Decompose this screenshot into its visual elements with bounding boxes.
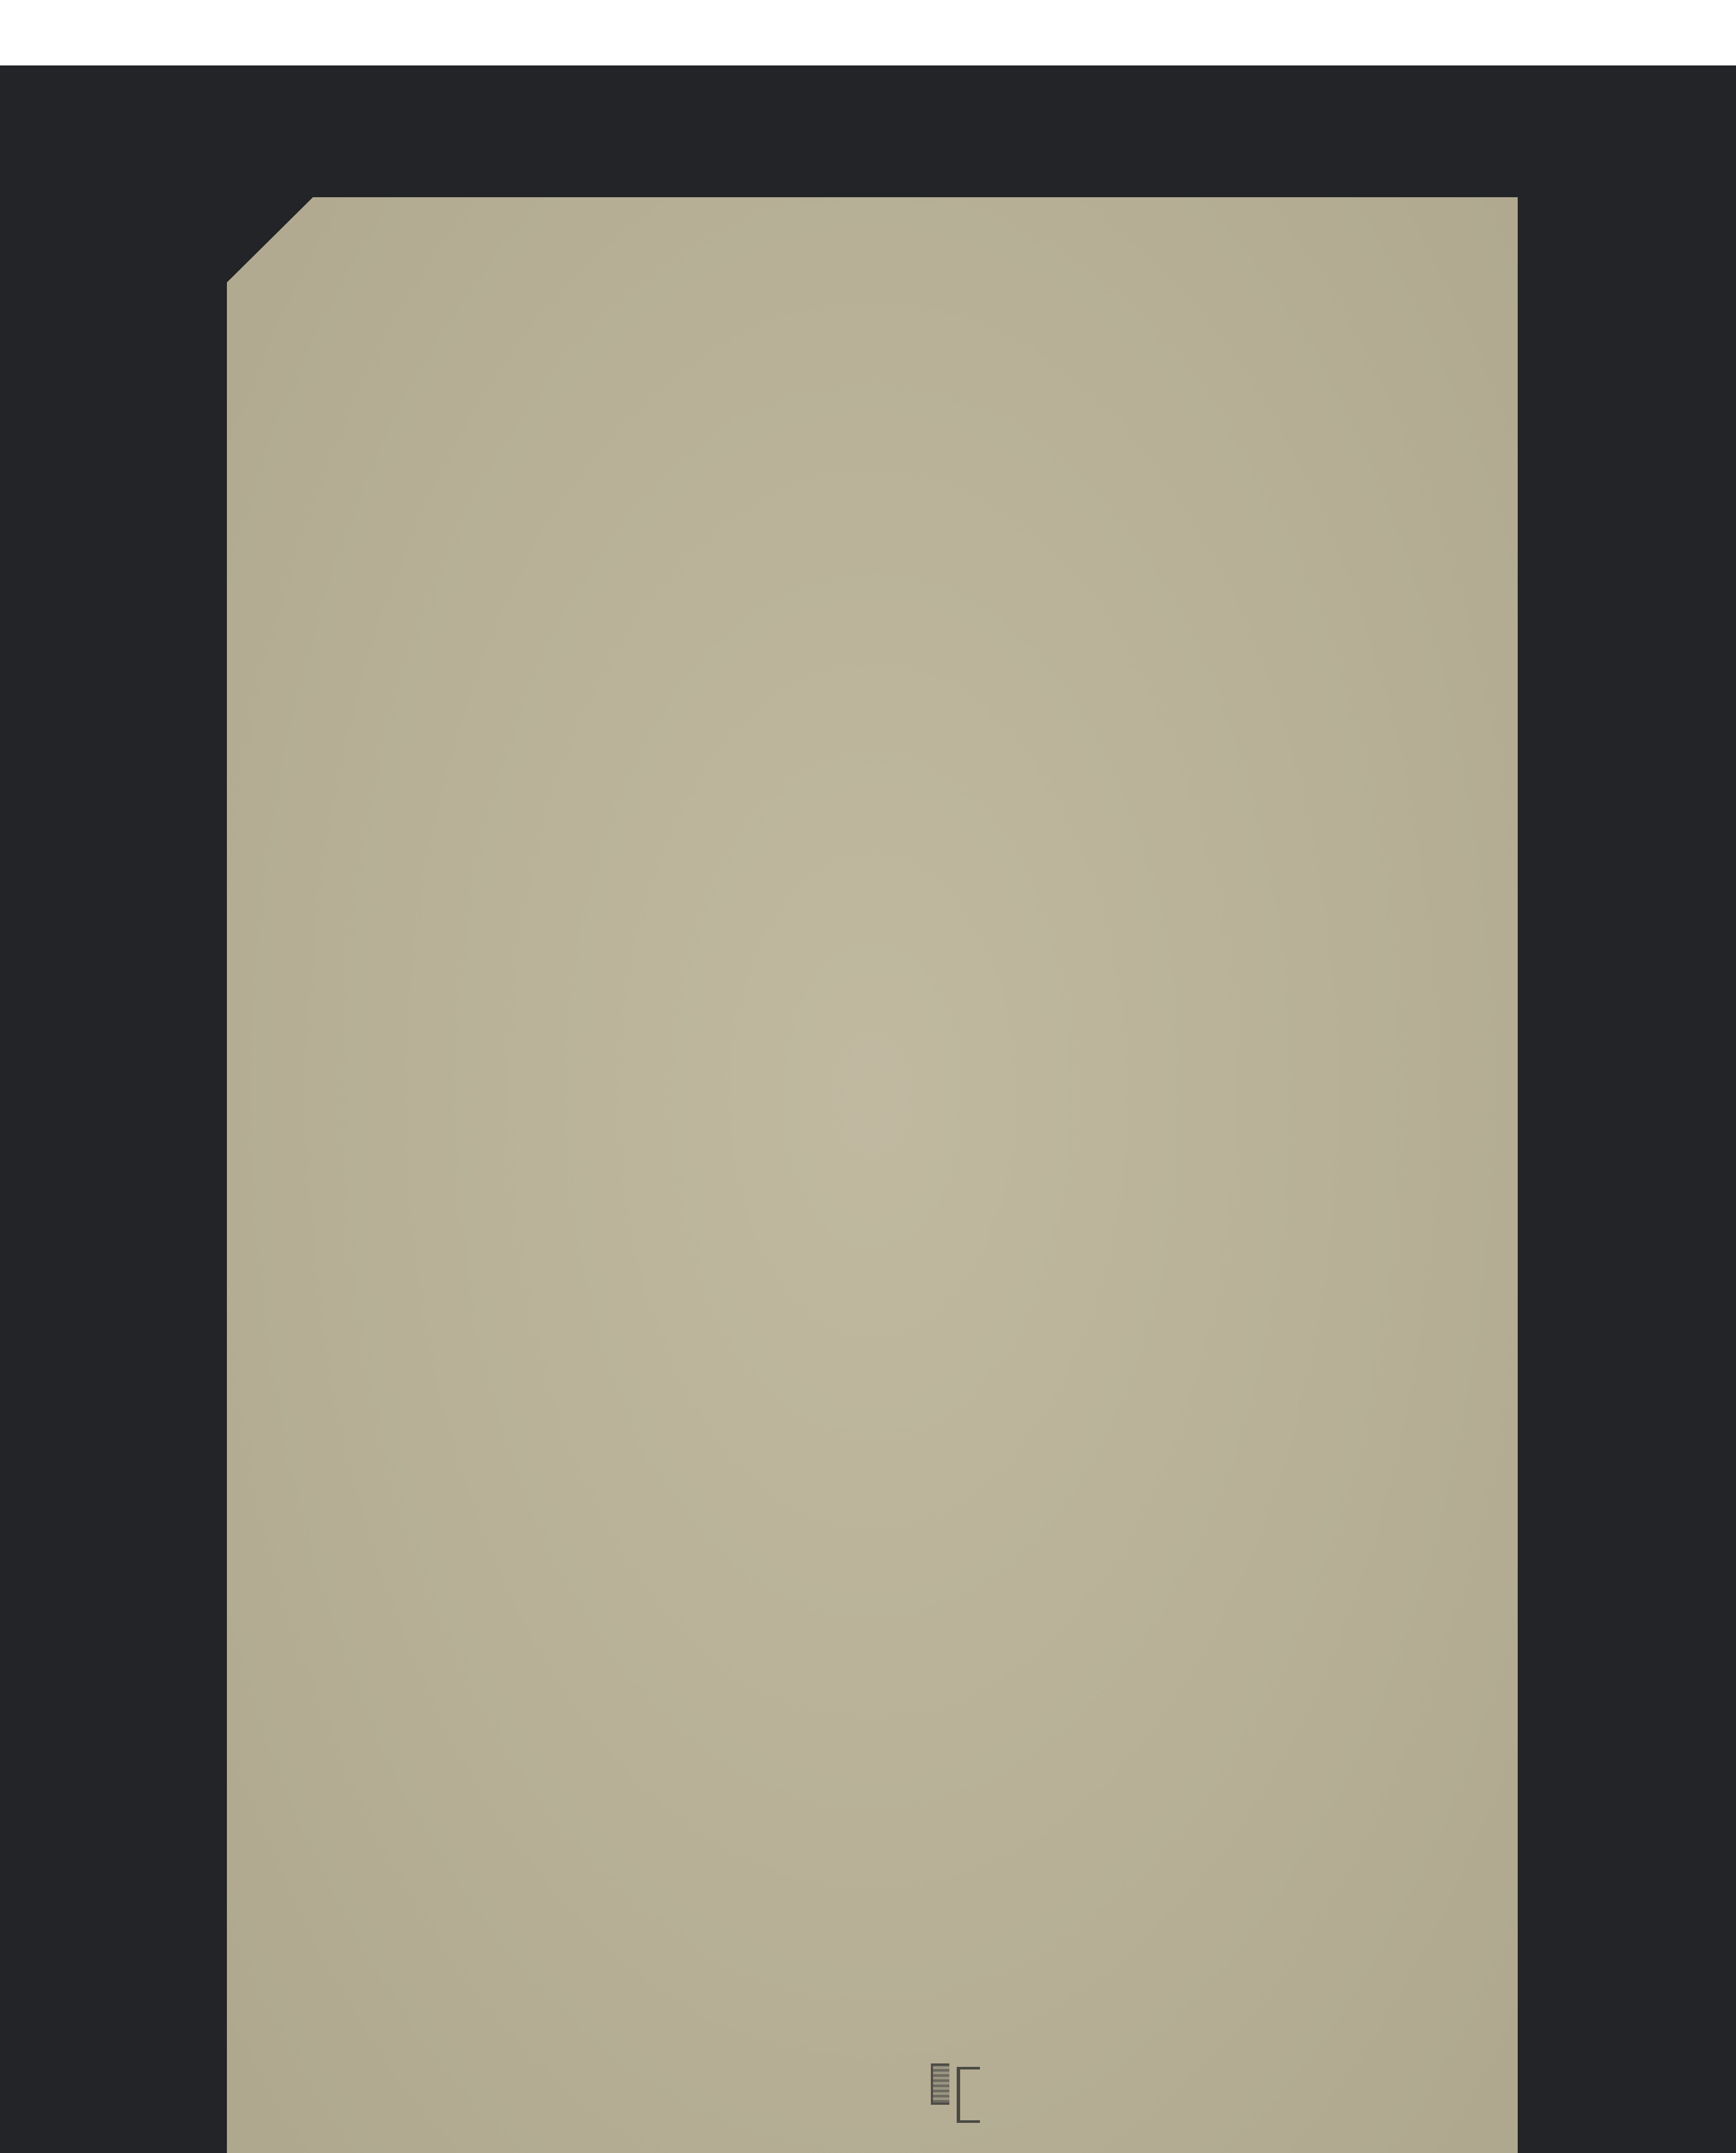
document-page (227, 197, 1518, 2153)
archive-stamp-mark (931, 2063, 949, 2105)
archive-stamp-bracket (957, 2067, 980, 2123)
